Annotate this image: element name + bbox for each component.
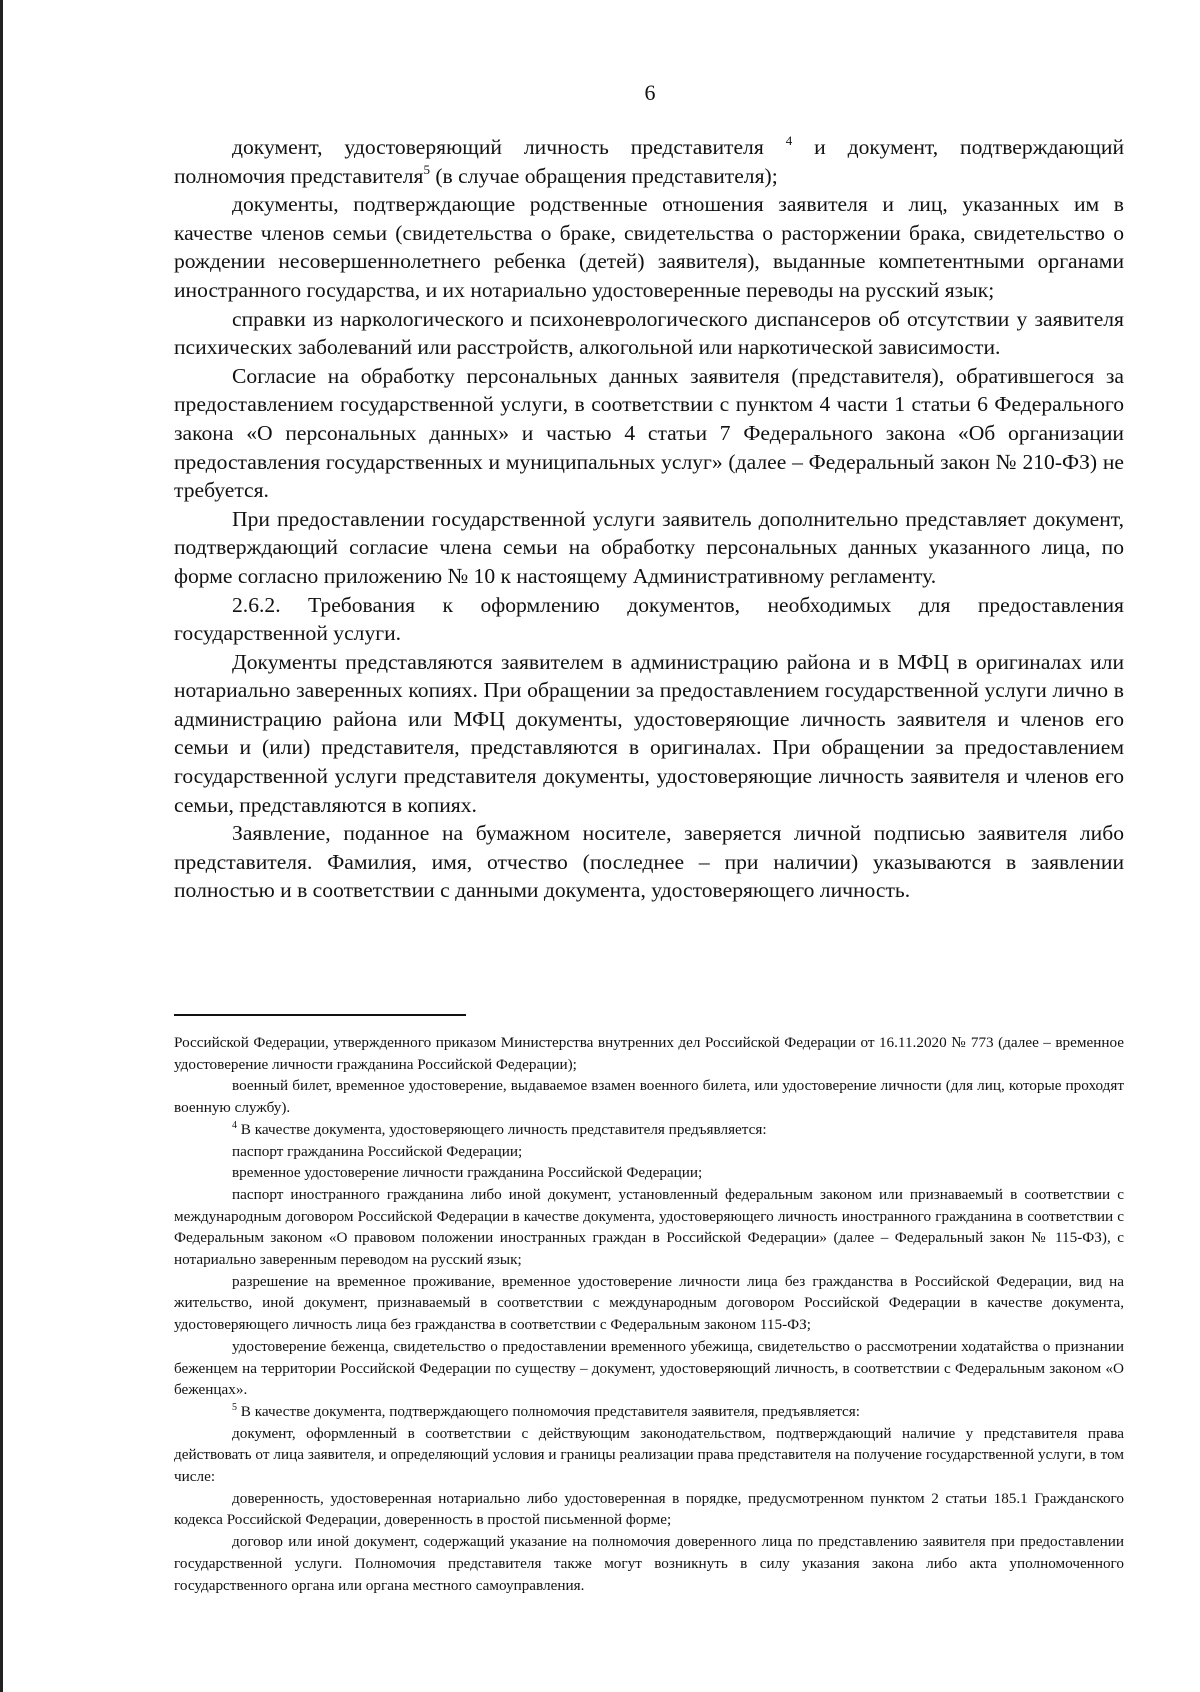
footnote-paragraph: договор или иной документ, содержащий указание на полномочия доверенного лица по представлению заявителя при предоставлении государственной услуги. Полномочия представителя также могут возникнуть в силу указания закона либо акта уполномоченного государственного органа или органа местного самоуправления. (174, 1533, 1124, 1594)
footnotes-block (174, 1032, 1124, 1596)
page-left-edge (0, 0, 3, 1692)
body-paragraph: Заявление, поданное на бумажном носителе, заверяется личной подписью заявителя либо представителя. Фамилия, имя, отчество (последнее – при наличии) указываются в заявлении полностью и в соответствии с данными документа, удостоверяющего личность. (174, 821, 1124, 903)
body-paragraph: Согласие на обработку персональных данных заявителя (представителя), обратившегося за предоставлением государственной услуги, в соответствии с пунктом 4 части 1 статьи 6 Федерального закона «О персональных данных» и частью 4 статьи 7 Федерального закона «Об организации предоставления государственных и муниципальных услуг» (далее – Федеральный закон № 210-ФЗ) не требуется. (174, 363, 1124, 503)
footnote-paragraph: документ, оформленный в соответствии с действующим законодательством, подтверждающий наличие у представителя права действовать от лица заявителя, и определяющий условия и границы реализации права представителя на получение государственной услуги, в том числе: (174, 1424, 1124, 1486)
footnote-paragraph: временное удостоверение личности гражданина Российской Федерации; (232, 1164, 703, 1182)
footnote-paragraph: удостоверение беженца, свидетельство о предоставлении временного убежища, свидетельство о рассмотрении ходатайства о признании беженцем на территории Российской Федерации по существу – документ, удостоверяющий личность, в соответствии с Федеральным законом «О беженцах». (174, 1337, 1124, 1399)
footnote-text: В качестве документа, удостоверяющего личность представителя предъявляется: (237, 1120, 767, 1138)
main-body-text (174, 133, 1124, 905)
body-paragraph: документы, подтверждающие родственные отношения заявителя и лиц, указанных им в качестве членов семьи (свидетельства о браке, свидетельства о расторжении брака, свидетельство о рождении несовершеннолетнего ребенка (детей) заявителя), выданные компетентными органами иностранного государства, и их нотариально удостоверенные переводы на русский язык; (174, 192, 1124, 302)
body-paragraph: справки из наркологического и психоневрологического диспансеров об отсутствии у заявителя психических заболеваний или расстройств, алкогольной или наркотической зависимости. (174, 306, 1124, 360)
footnote-paragraph: паспорт иностранного гражданина либо иной документ, установленный федеральным законом или признаваемый в соответствии с международным договором Российской Федерации в качестве документа, удостоверяющего личность иностранного гражданина в соответствии с Федеральным законом «О правовом положении иностранных граждан в Российской Федерации» (далее – Федеральный закон № 115-ФЗ), с нотариально заверенным переводом на русский язык; (174, 1185, 1124, 1269)
body-paragraph: Документы представляются заявителем в администрацию района и в МФЦ в оригиналах или нотариально заверенных копиях. При обращении за предоставлением государственной услуги лично в администрацию района или МФЦ документы, удостоверяющие личность заявителя и членов его семьи и (или) представителя, представляются в оригиналах. При обращении за предоставлением государственной услуги представителя документы, удостоверяющие личность заявителя и членов его семьи, представляются в копиях. (174, 649, 1124, 817)
footnote-paragraph: паспорт гражданина Российской Федерации; (232, 1142, 523, 1160)
footnote-marker: 5 (423, 161, 430, 177)
footnote-paragraph: доверенность, удостоверенная нотариально либо удостоверенная в порядке, предусмотренном пунктом 2 статьи 185.1 Гражданского кодекса Российской Федерации, доверенность в простой письменной форме; (174, 1489, 1124, 1529)
footnote-paragraph: военный билет, временное удостоверение, выдаваемое взамен военного билета, или удостоверение личности (для лиц, которые проходят военную службу). (174, 1077, 1124, 1117)
footnote-marker: 5 (232, 1401, 237, 1413)
body-paragraph: При предоставлении государственной услуги заявитель дополнительно представляет документ, подтверждающий согласие члена семьи на обработку персональных данных указанного лица, по форме согласно приложению № 10 к настоящему Административному регламенту. (174, 506, 1124, 588)
footnote-text: В качестве документа, подтверждающего полномочия представителя заявителя, предъявляется: (237, 1402, 860, 1420)
body-paragraph (174, 133, 1124, 190)
paragraph-text: (в случае обращения представителя); (429, 163, 778, 188)
footnote-marker: 4 (232, 1119, 237, 1131)
footnote-paragraph (174, 1401, 1124, 1423)
footnote-marker: 4 (785, 133, 793, 148)
paragraph-text: документ, удостоверяющий личность представителя (232, 135, 786, 159)
section-heading-paragraph: 2.6.2. Требования к оформлению документов, необходимых для предоставления государственной услуги. (174, 592, 1124, 646)
footnote-separator (174, 1014, 466, 1016)
page-number: 6 (644, 80, 656, 105)
footnote-paragraph: разрешение на временное проживание, временное удостоверение личности лица без гражданства в Российской Федерации, вид на жительство, иной документ, признаваемый в соответствии с международным договором Российской Федерации в качестве документа, удостоверяющего личность лица без гражданства в соответствии с Федеральным законом 115-ФЗ; (174, 1272, 1124, 1334)
paragraph-text: и документ, подтверждающий полномочия представителя (174, 135, 1125, 188)
footnote-paragraph: Российской Федерации, утвержденного приказом Министерства внутренних дел Российской Федерации от 16.11.2020 № 773 (далее – временное удостоверение личности гражданина Российской Федерации); (174, 1034, 1124, 1073)
footnote-paragraph (174, 1119, 1124, 1141)
